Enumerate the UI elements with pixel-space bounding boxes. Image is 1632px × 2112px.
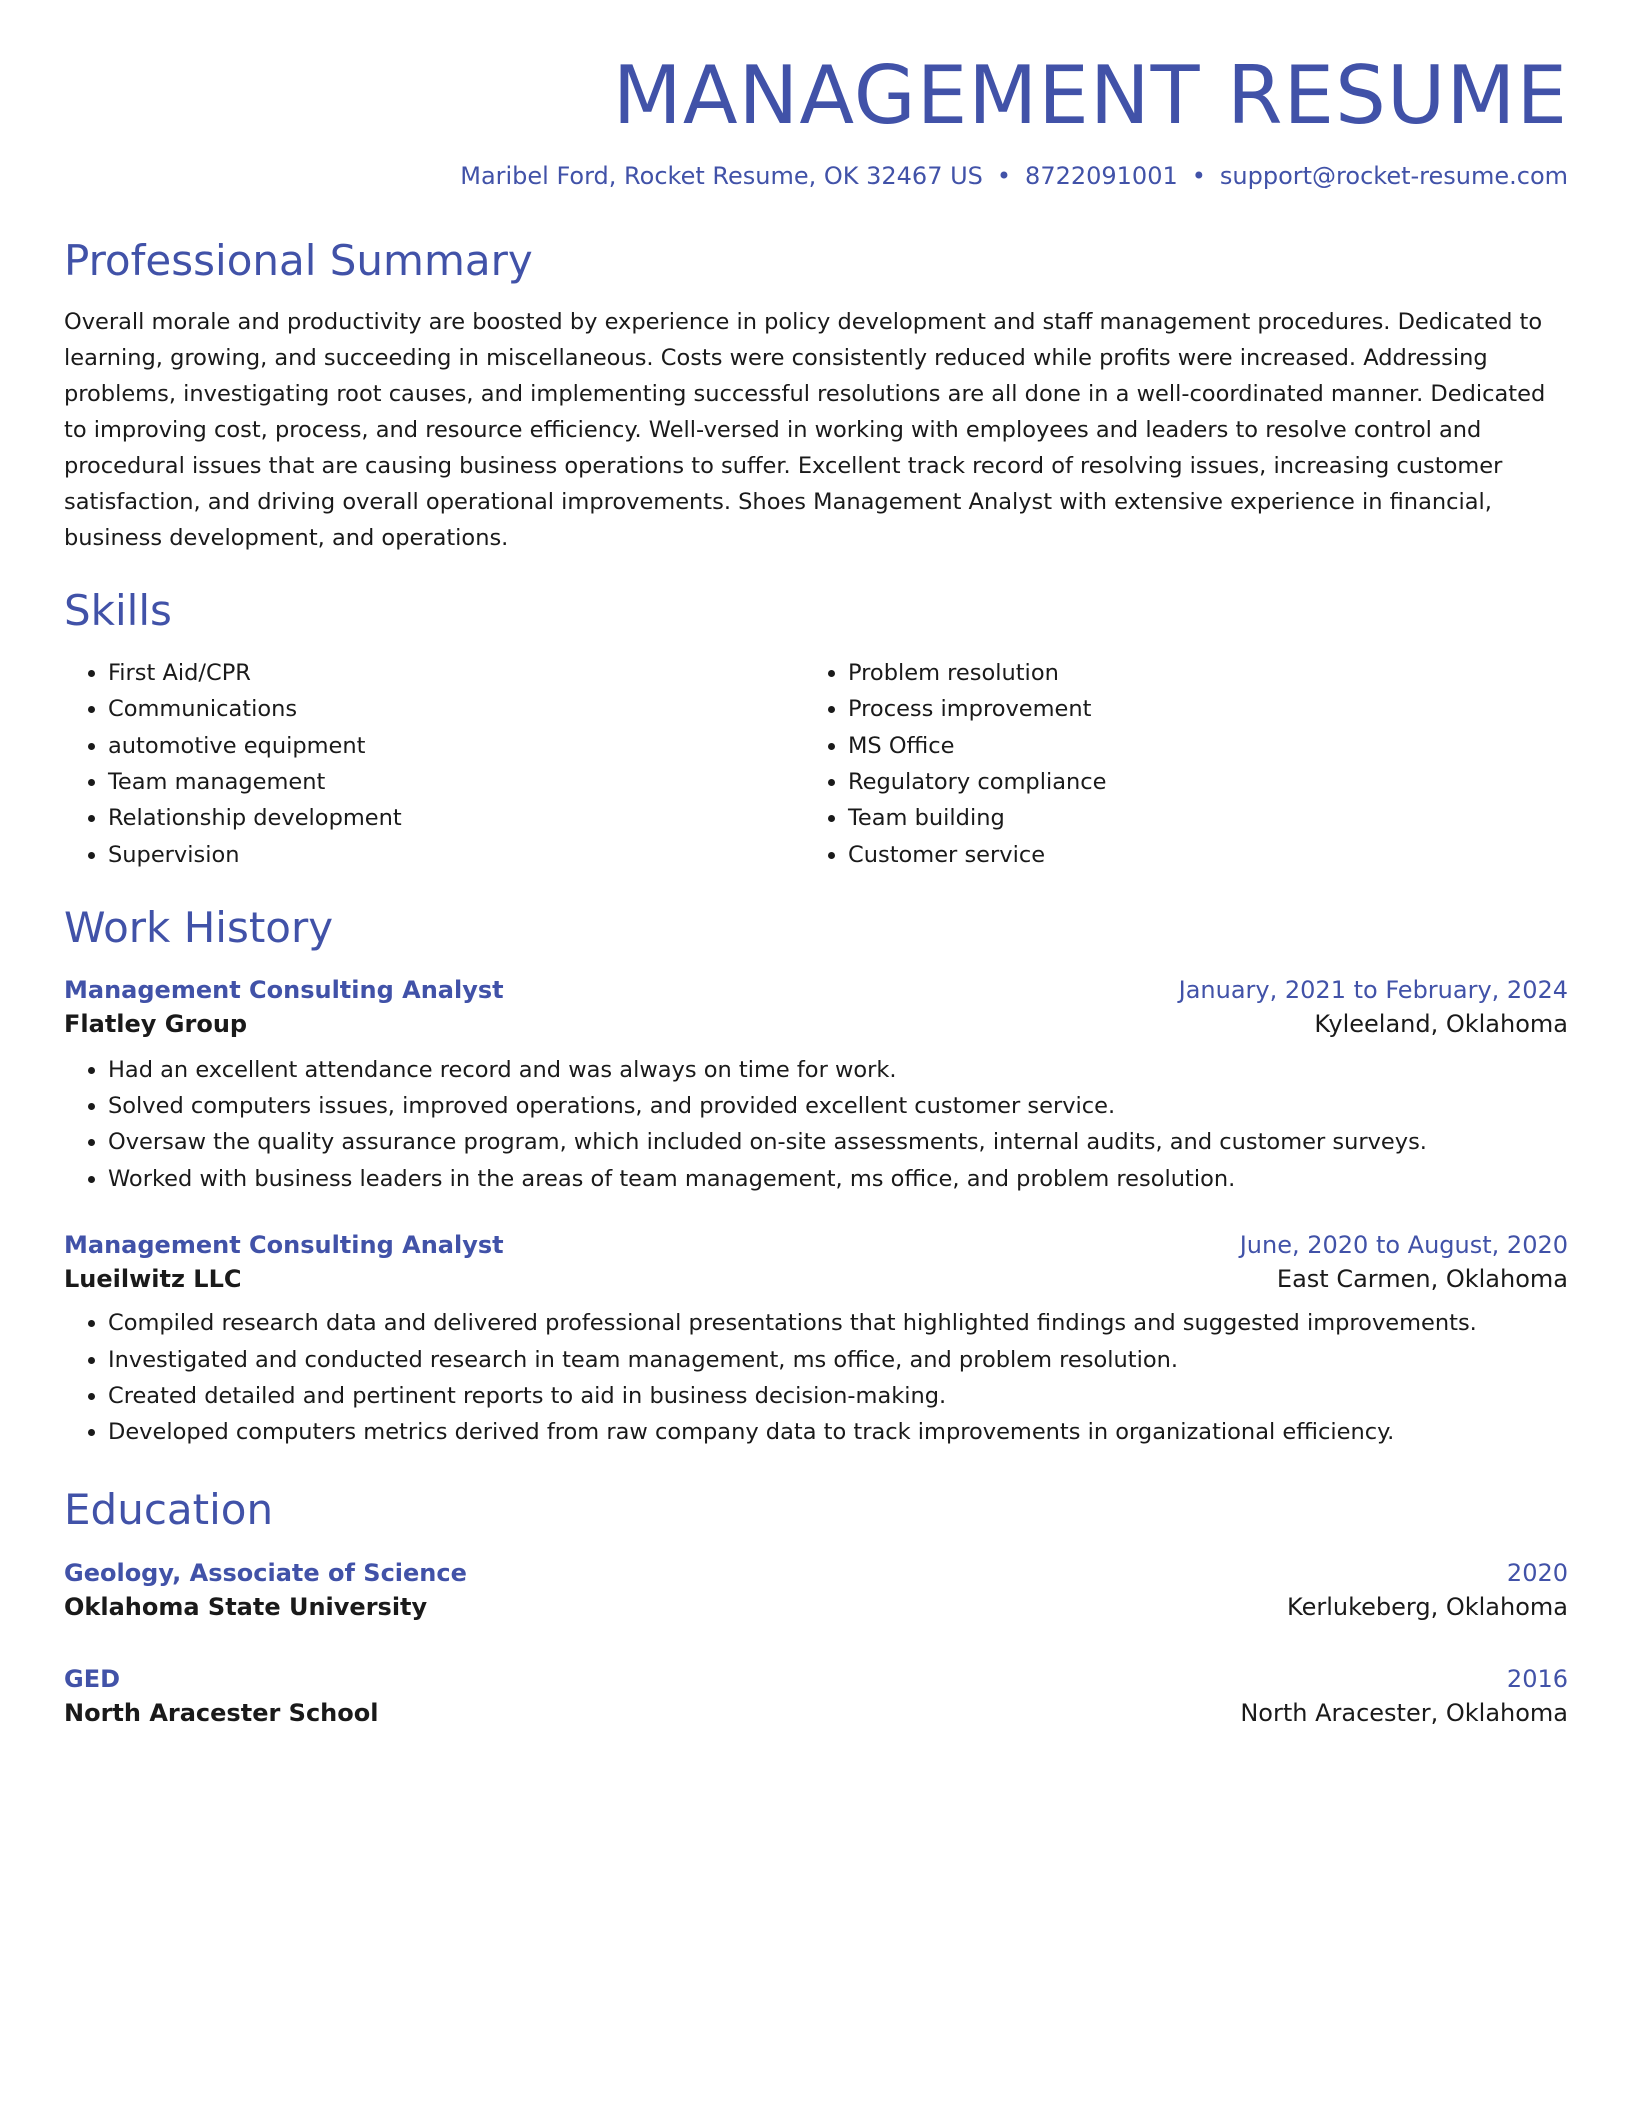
education-school: North Aracester School	[64, 1699, 379, 1728]
job-title-row	[64, 976, 1568, 1004]
contact-line	[64, 162, 1568, 190]
skills-column-right	[804, 655, 1544, 873]
education-school-row	[64, 1593, 1568, 1621]
education-location: North Aracester, Oklahoma	[1240, 1699, 1568, 1728]
job-bullet: • Created detailed and pertinent reports to aid in business decision-making.	[108, 1378, 1568, 1414]
education-heading: Education	[64, 1484, 274, 1534]
education-degree: GED	[64, 1665, 121, 1694]
education-entry	[64, 1665, 1568, 1727]
education-school-row	[64, 1699, 1568, 1727]
job-title: Management Consulting Analyst	[64, 975, 504, 1004]
skill-item: • First Aid/CPR	[108, 655, 804, 691]
job-location: East Carmen, Oklahoma	[1276, 1265, 1568, 1294]
skill-item: • Communications	[108, 691, 804, 727]
job-title-row	[64, 1231, 1568, 1259]
job-title: Management Consulting Analyst	[64, 1231, 504, 1260]
summary-text: Overall morale and productivity are boosted by experience in policy development and staff management procedures. Dedicated to learning, growing, and succeeding in miscellaneous. Costs were consistently reduced while profits were increased. Addressing problems, investigating root causes, and implementing successful resolutions are all done in a well-coordinated manner. Dedicated to improving cost, process, and resource efficiency. Well-versed in working with employees and leaders to resolve control and procedural issues that are causing business operations to suffer. Excellent track record of resolving issues, increasing customer satisfaction, and driving overall operational improvements. Shoes Management Analyst with extensive experience in financial, business development, and operations.	[64, 309, 1546, 552]
skill-item: • Relationship development	[108, 800, 804, 836]
skill-item: • MS Office	[848, 728, 1544, 764]
job-entry	[64, 1231, 1568, 1451]
job-bullet: • Investigated and conducted research in team management, ms office, and problem resolution.	[108, 1342, 1568, 1378]
skills-column-left	[64, 655, 804, 873]
job-bullet: • Compiled research data and delivered professional presentations that highlighted findings and suggested improvements.	[108, 1305, 1568, 1341]
job-company-row	[64, 1010, 1568, 1038]
job-dates: June, 2020 to August, 2020	[1239, 1231, 1568, 1260]
skill-item: • Process improvement	[848, 691, 1544, 727]
education-year: 2016	[1506, 1665, 1568, 1694]
resume-title: MANAGEMENT RESUME	[612, 49, 1568, 142]
job-bullet: • Developed computers metrics derived from raw company data to track improvements in organizational efficiency.	[108, 1414, 1568, 1450]
education-degree: Geology, Associate of Science	[64, 1559, 467, 1588]
job-bullets	[64, 1305, 1568, 1451]
job-bullets	[64, 1052, 1568, 1198]
job-bullet: • Solved computers issues, improved operations, and provided excellent customer service.	[108, 1088, 1568, 1124]
skill-item: • Supervision	[108, 837, 804, 873]
skill-item: • Team building	[848, 800, 1544, 836]
skills-list	[64, 655, 1568, 873]
education-location: Kerlukeberg, Oklahoma	[1287, 1593, 1568, 1622]
contact-phone: 8722091001	[1025, 162, 1178, 190]
contact-separator: •	[1191, 162, 1206, 190]
job-dates: January, 2021 to February, 2024	[1178, 975, 1568, 1004]
skill-item: • Team management	[108, 764, 804, 800]
skill-item: • Regulatory compliance	[848, 764, 1544, 800]
job-company-row	[64, 1265, 1568, 1293]
education-degree-row	[64, 1559, 1568, 1587]
job-company: Lueilwitz LLC	[64, 1265, 242, 1294]
work-history-heading: Work History	[64, 903, 334, 953]
contact-address: Maribel Ford, Rocket Resume, OK 32467 US	[460, 162, 983, 190]
contact-email: support@rocket-resume.com	[1219, 162, 1568, 190]
skill-item: • Customer service	[848, 837, 1544, 873]
contact-separator: •	[996, 162, 1012, 190]
job-bullet: • Had an excellent attendance record and was always on time for work.	[108, 1052, 1568, 1088]
job-entry	[64, 976, 1568, 1198]
education-degree-row	[64, 1665, 1568, 1693]
education-year: 2020	[1506, 1559, 1568, 1588]
summary-heading: Professional Summary	[64, 236, 533, 285]
job-location: Kyleeland, Oklahoma	[1314, 1009, 1568, 1038]
job-bullet: • Oversaw the quality assurance program, which included on-site assessments, internal audits, and customer surveys.	[108, 1124, 1568, 1160]
skills-heading: Skills	[64, 586, 172, 636]
skill-item: • Problem resolution	[848, 655, 1544, 691]
job-company: Flatley Group	[64, 1009, 248, 1038]
education-school: Oklahoma State University	[64, 1593, 428, 1622]
education-entry	[64, 1559, 1568, 1621]
job-bullet: • Worked with business leaders in the areas of team management, ms office, and problem resolution.	[108, 1161, 1568, 1197]
skill-item: • automotive equipment	[108, 728, 804, 764]
